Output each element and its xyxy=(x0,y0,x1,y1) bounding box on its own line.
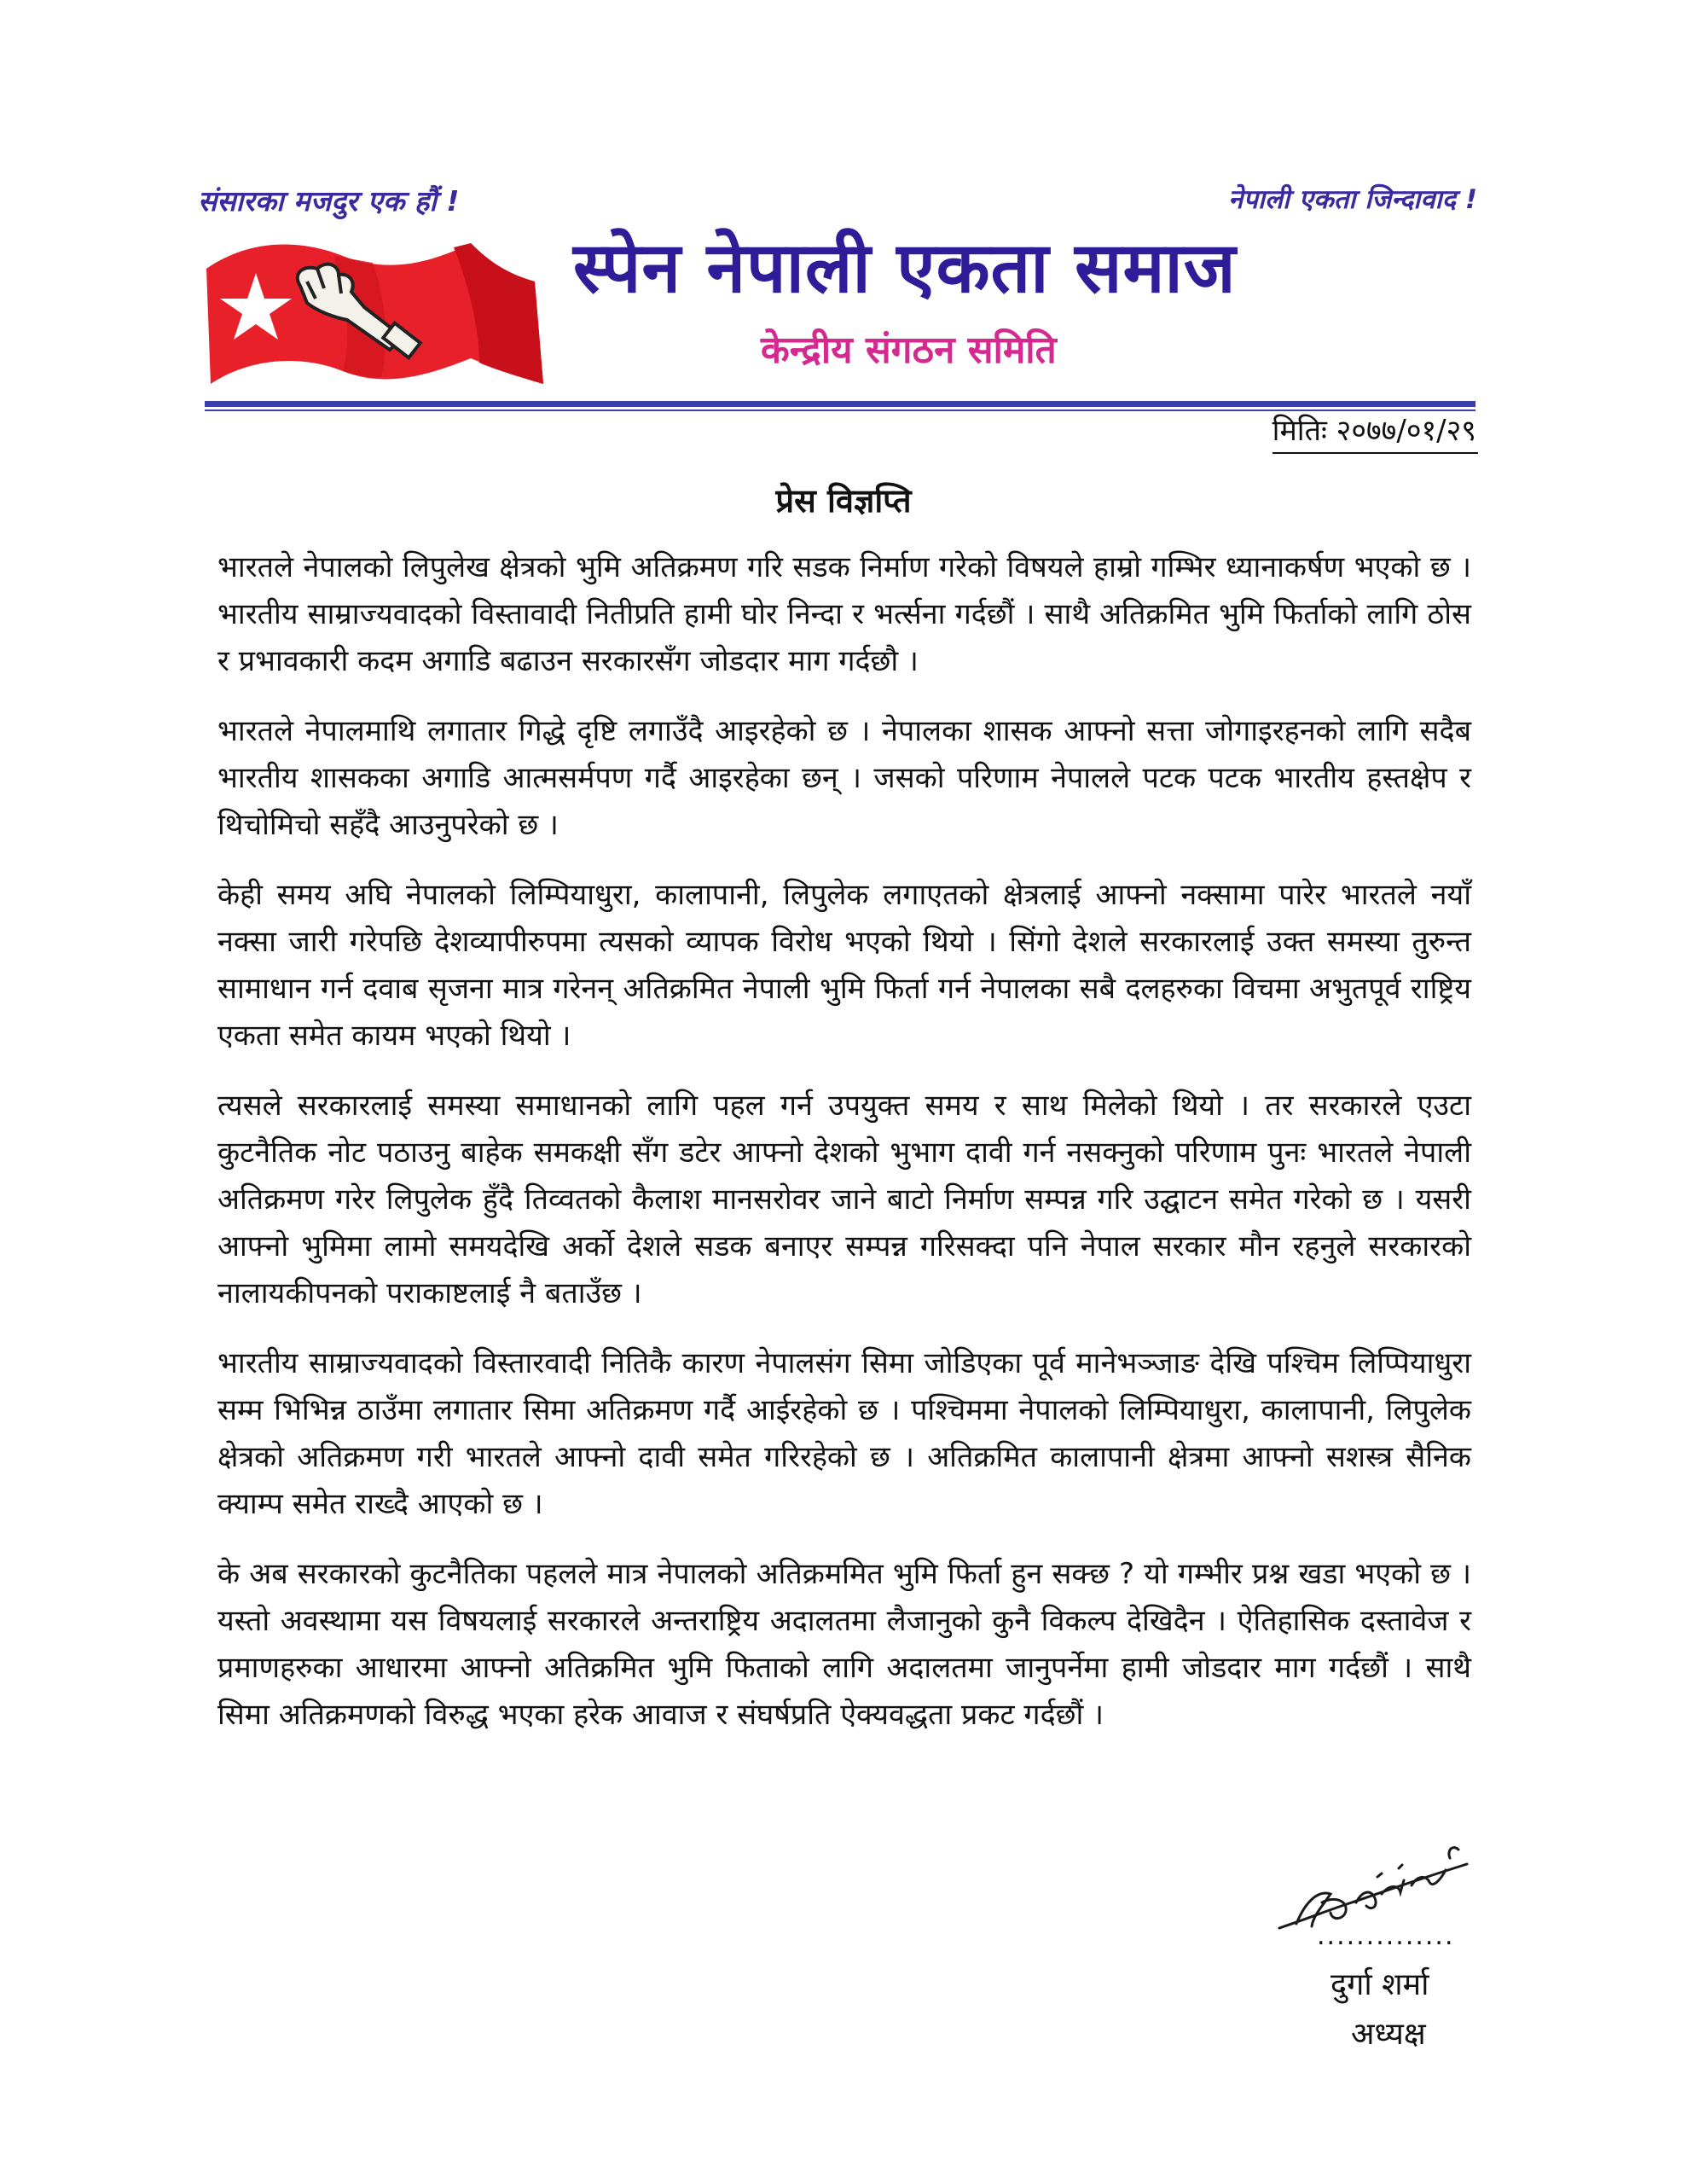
signer-position: अध्यक्ष xyxy=(1351,2017,1426,2052)
paragraph-4: त्यसले सरकारलाई समस्या समाधानको लागि पहल गर्न उपयुक्त समय र साथ मिलेको थियो । तर सरकारले एउटा कुटनैतिक नोट पठाउनु बाहेक समकक्षी सँग डटेर आफ्नो देशको भुभाग दावी गर्न नसक्नुको परिणाम पुनः भारतले नेपाली अतिक्रमण गरेर लिपुलेक हुँदै तिव्वतको कैलाश मानसरोवर जाने बाटो निर्माण सम्पन्न गरि उद्घाटन समेत गरेको छ । यसरी आफ्नो भुमिमा लामो समयदेखि अर्को देशले सडक बनाएर सम्पन्न गरिसक्दा पनि नेपाल सरकार मौन रहनुले सरकारको नालायकीपनको पराकाष्टलाई नै बताउँछ । xyxy=(217,1089,1471,1310)
signer-name: दुर्गा शर्मा xyxy=(1330,1967,1429,2002)
paragraph-3: केही समय अघि नेपालको लिम्पियाधुरा, कालापानी, लिपुलेक लगाएतको क्षेत्रलाई आफ्नो नक्सामा पारेर भारतले नयाँ नक्सा जारी गरेपछि देशव्यापीरुपमा त्यसको व्यापक विरोध भएको थियो । सिंगो देशले सरकारलाई उक्त समस्या तुरुन्त सामाधान गर्न दवाब सृजना मात्र गरेनन् अतिक्रमित नेपाली भुमि फिर्ता गर्न नेपालका सबै दलहरुका विचमा अभुतपूर्व राष्ट्रिय एकता समेत कायम भएको थियो । xyxy=(217,878,1471,1053)
document-title: प्रेस विज्ञप्ति xyxy=(775,482,912,520)
signature-dotted-line: .............. xyxy=(1317,1921,1455,1951)
slogan-right: नेपाली एकता जिन्दावाद ! xyxy=(1228,184,1477,215)
paragraph-5: भारतीय साम्राज्यवादको विस्तारवादी नितिकै कारण नेपालसंग सिमा जोडिएका पूर्व मानेभञ्जाङ देखि पश्चिम लिप्पियाधुरा सम्म भिभिन्न ठाउँमा लगातार सिमा अतिक्रमण गर्दै आईरहेको छ । पश्चिममा नेपालको लिम्पियाधुरा, कालापानी, लिपुलेक क्षेत्रको अतिक्रमण गरी भारतले आफ्नो दावी समेत गरिरहेको छ । अतिक्रमित कालापानी क्षेत्रमा आफ्नो सशस्त्र सैनिक क्याम्प समेत राख्दै आएको छ । xyxy=(217,1346,1471,1521)
paragraph-6: के अब सरकारको कुटनैतिका पहलले मात्र नेपालको अतिक्रममित भुमि फिर्ता हुन सक्छ ? यो गम्भीर प्रश्न खडा भएको छ । यस्तो अवस्थामा यस विषयलाई सरकारले अन्तराष्ट्रिय अदालतमा लैजानुको कुनै विकल्प देखिदैन । ऐतिहासिक दस्तावेज र प्रमाणहरुका आधारमा आफ्नो अतिक्रमित भुमि फिताको लागि अदालतमा जानुपर्नेमा हामी जोडदार माग गर्दछौं । साथै सिमा अतिक्रमणको विरुद्ध भएका हरेक आवाज र संघर्षप्रति ऐक्यवद्धता प्रकट गर्दछौं । xyxy=(217,1557,1471,1732)
red-flag-fist-logo-icon xyxy=(198,222,548,401)
committee-name: केन्द्रीय संगठन समिति xyxy=(761,328,1057,372)
paragraph-2: भारतले नेपालमाथि लगातार गिद्धे दृष्टि लगाउँदै आइरहेको छ । नेपालका शासक आफ्नो सत्ता जोगाइरहनको लागि सदैब भारतीय शासकका अगाडि आत्मसर्मपण गर्दै आइरहेका छन् । जसको परिणाम नेपालले पटक पटक भारतीय हस्तक्षेप र थिचोमिचो सहँदै आउनुपरेको छ । xyxy=(217,714,1471,842)
paragraph-1: भारतले नेपालको लिपुलेख क्षेत्रको भुमि अतिक्रमण गरि सडक निर्माण गरेको विषयले हाम्रो गम्भिर ध्यानाकर्षण भएको छ । भारतीय साम्राज्यवादको विस्तावादी नितीप्रति हामी घोर निन्दा र भर्त्सना गर्दछौं । साथै अतिक्रमित भुमि फिर्ताको लागि ठोस र प्रभावकारी कदम अगाडि बढाउन सरकारसँग जोडदार माग गर्दछौ । xyxy=(217,550,1471,678)
press-release-body xyxy=(217,544,1471,1762)
date-line: मितिः २०७७/०१/२९ xyxy=(1272,410,1478,454)
signature-block xyxy=(1262,1843,1484,2082)
organization-name: स्पेन नेपाली एकता समाज xyxy=(573,228,1237,309)
header-divider xyxy=(205,401,1475,407)
letterhead xyxy=(198,171,1477,418)
slogan-left: संसारका मजदुर एक हौं ! xyxy=(198,184,460,218)
